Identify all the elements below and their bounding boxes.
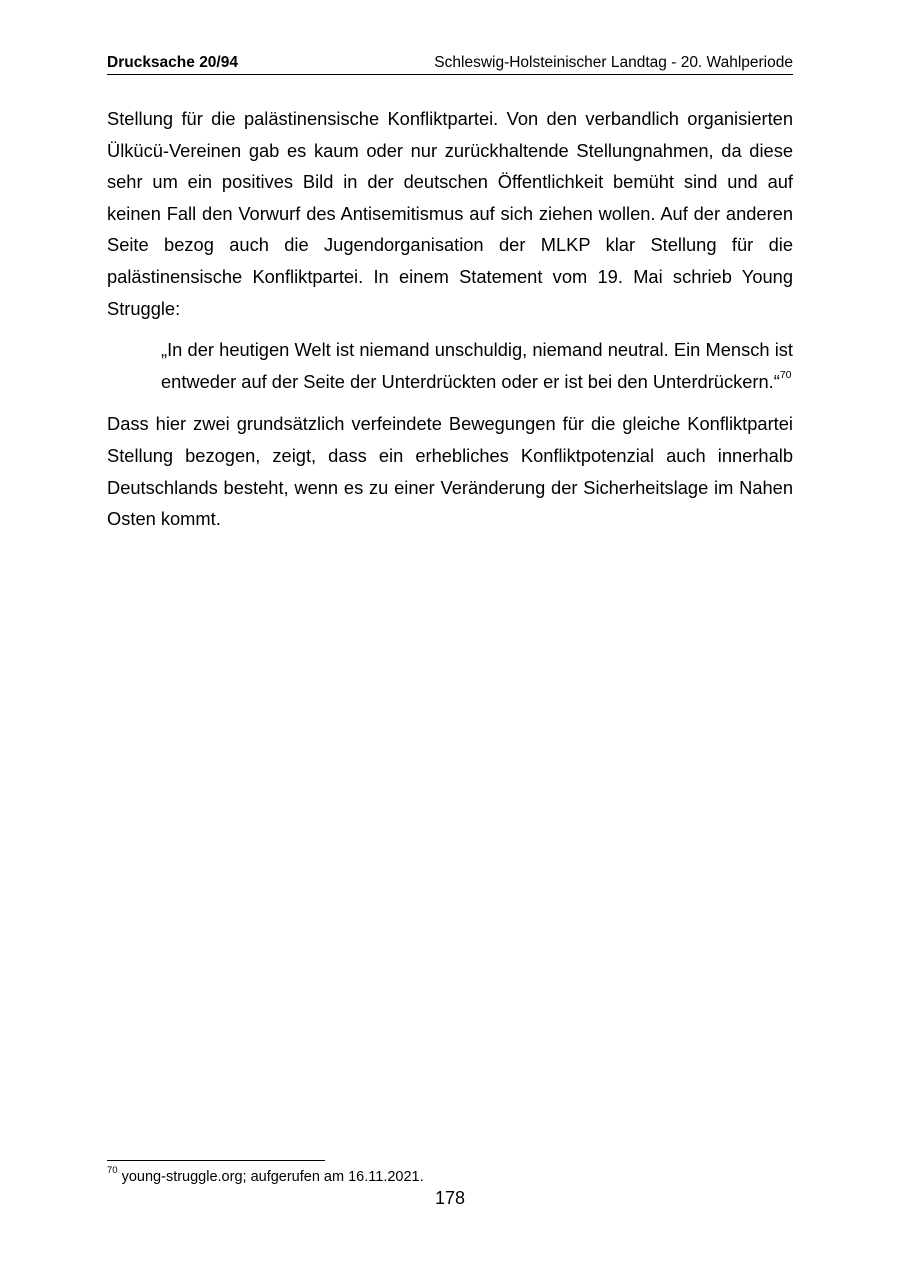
footnote-separator [107,1160,325,1161]
footnote-reference[interactable]: 70 [779,368,792,381]
quote-text: „In der heutigen Welt ist niemand unschuldig, niemand neutral. Ein Mensch ist entweder auf der Seite der Unterdrückten oder er ist bei den Unterdrückern.“ [161,339,793,392]
parliament-title: Schleswig-Holsteinischer Landtag - 20. Wahlperiode [434,54,793,71]
footnote-number: 70 [107,1165,118,1177]
footnote [107,1167,424,1187]
main-text [107,103,793,535]
document-number: Drucksache 20/94 [107,54,238,71]
body-paragraph: Stellung für die palästinensische Konfliktpartei. Von den verbandlich organisierten Ülkücü-Vereinen gab es kaum oder nur zurückhaltende Stellungnahmen, da diese sehr um ein positives Bild in der deutschen Öffentlichkeit bemüht sind und auf keinen Fall den Vorwurf des Antisemitismus auf sich ziehen wollen. Auf der anderen Seite bezog auch die Jugendorganisation der MLKP klar Stellung für die palästinensische Konfliktpartei. In einem Statement vom 19. Mai schrieb Young Struggle: [107,108,793,319]
footnote-text: young-struggle.org; aufgerufen am 16.11.2021. [121,1169,424,1185]
body-paragraph: Dass hier zwei grundsätzlich verfeindete Bewegungen für die gleiche Konfliktpartei Stellung bezogen, zeigt, dass ein erhebliches Konfliktpotenzial auch innerhalb Deutschlands besteht, wenn es zu einer Veränderung der Sicherheitslage im Nahen Osten kommt. [107,413,793,530]
page-number: 178 [434,1188,466,1208]
page-header [107,52,793,75]
block-quote [161,334,793,397]
